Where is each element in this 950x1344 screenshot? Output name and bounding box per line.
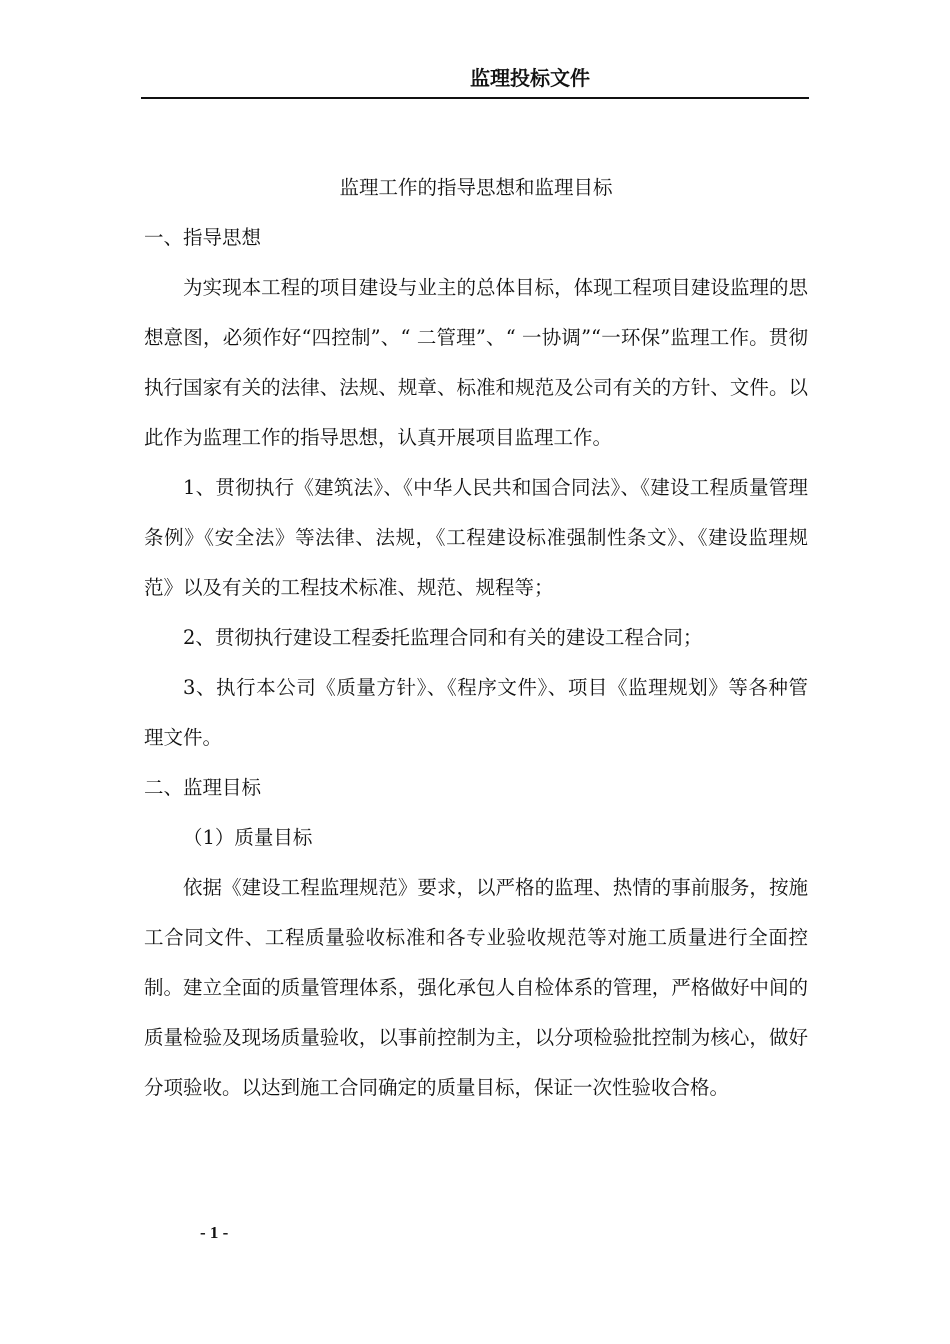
paragraph-contracts: 2、贯彻执行建设工程委托监理合同和有关的建设工程合同； [183, 626, 703, 649]
paragraph-quality-goal: 依据《建设工程监理规范》要求，以严格的监理、热情的事前服务，按施工合同文件、工程质量验收标准和各专业验收规范等对施工质量进行全面控制。建立全面的质量管理体系，强化承包人自检体系的管理，严格做好中间的质量检验及现场质量验收，以事前控制为主，以分项检验批控制为核心，做好分项验收。以达到施工合同确定的质量目标，保证一次性验收合格。 [144, 876, 808, 1099]
page-number: - 1 - [200, 1223, 229, 1242]
header-title: 监理投标文件 [470, 66, 590, 90]
document-body [144, 163, 808, 1113]
paragraph-guiding-ideology-intro: 为实现本工程的项目建设与业主的总体目标，体现工程项目建设监理的思想意图，必须作好“四控制”、“ 二管理”、“ 一协调”“一环保”监理工作。贯彻执行国家有关的法律、法规、规章、标准和规范及公司有关的方针、文件。以此作为监理工作的指导思想，认真开展项目监理工作。 [144, 276, 808, 449]
document-title: 监理工作的指导思想和监理目标 [339, 176, 613, 199]
paragraph-company-documents: 3、执行本公司《质量方针》、《程序文件》、项目《监理规划》等各种管理文件。 [144, 676, 808, 749]
subheading-quality-goal: （1）质量目标 [183, 826, 313, 849]
section-heading-guiding-ideology: 一、指导思想 [144, 226, 262, 249]
section-heading-supervision-goals: 二、监理目标 [144, 776, 262, 799]
header-divider [141, 97, 809, 99]
paragraph-laws-list: 1、贯彻执行《建筑法》、《中华人民共和国合同法》、《建设工程质量管理条例》《安全法》等法律、法规，《工程建设标准强制性条文》、《建设监理规范》以及有关的工程技术标准、规范、规程等； [144, 476, 808, 599]
